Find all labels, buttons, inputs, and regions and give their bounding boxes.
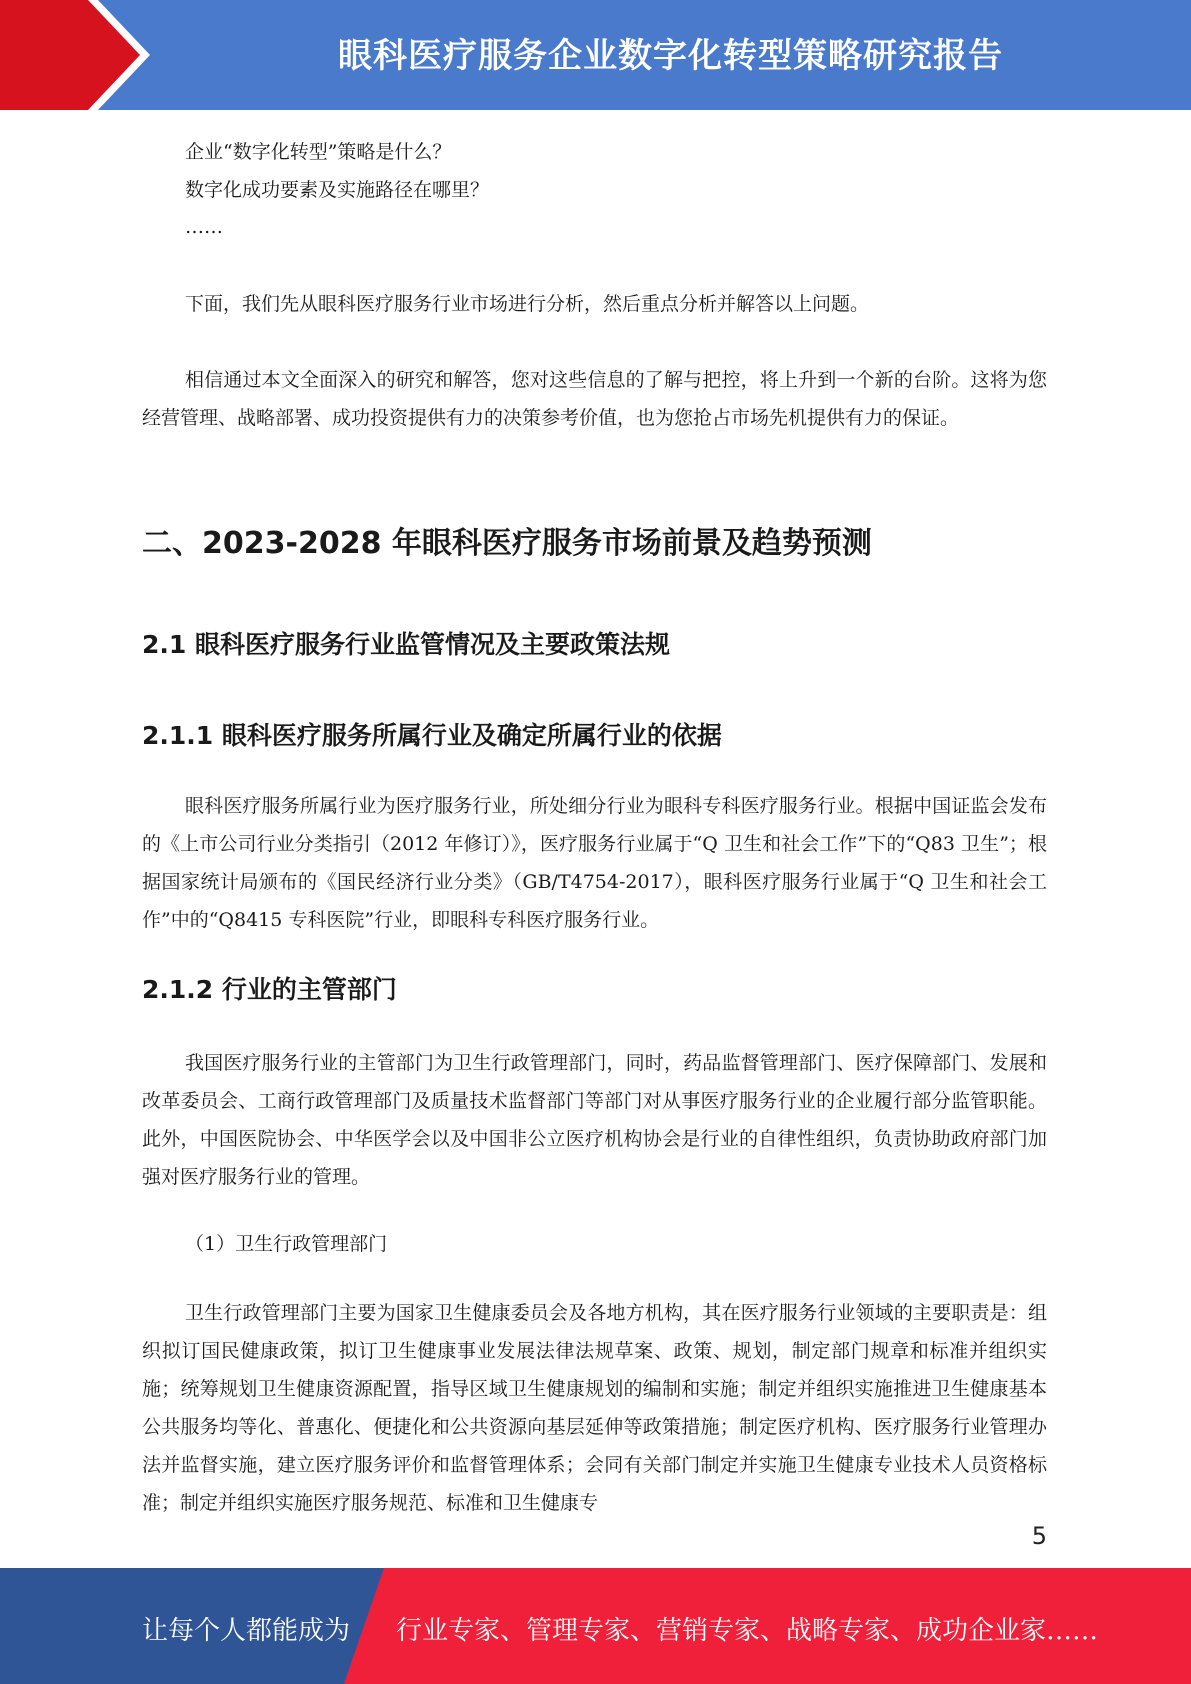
subsection-heading: 2.1.2 行业的主管部门	[142, 975, 397, 1004]
page-footer	[0, 1568, 1191, 1684]
page-header	[0, 0, 1191, 110]
subsection-heading: 2.1.1 眼科医疗服务所属行业及确定所属行业的依据	[142, 721, 722, 750]
report-title: 眼科医疗服务企业数字化转型策略研究报告	[338, 36, 1003, 76]
ellipsis-line: ……	[185, 216, 223, 238]
section-heading: 二、2023-2028 年眼科医疗服务市场前景及趋势预测	[142, 526, 872, 561]
footer-slogan-right: 行业专家、管理专家、营销专家、战略专家、成功企业家……	[396, 1616, 1099, 1646]
intro-paragraph: 下面，我们先从眼科医疗服务行业市场进行分析，然后重点分析并解答以上问题。	[185, 293, 870, 315]
page-number: 5	[1031, 1522, 1047, 1550]
intro-paragraph: 相信通过本文全面深入的研究和解答，您对这些信息的了解与把控，将上升到一个新的台阶。这将为您经营管理、战略部署、成功投资提供有力的决策参考价值，也为您抢占市场先机提供有力的保证。	[142, 369, 1047, 429]
body-paragraph: 眼科医疗服务所属行业为医疗服务行业，所处细分行业为眼科专科医疗服务行业。根据中国证监会发布的《上市公司行业分类指引（2012 年修订）》，医疗服务行业属于“Q 卫生和社会工作”下的“Q83 卫生”；根据国家统计局颁布的《国民经济行业分类》（GB/T4754-2017），眼科医疗服务行业属于“Q 卫生和社会工作”中的“Q8415 专科医院”行业，即眼科专科医疗服务行业。	[142, 795, 1047, 931]
body-paragraph: 我国医疗服务行业的主管部门为卫生行政管理部门，同时，药品监督管理部门、医疗保障部门、发展和改革委员会、工商行政管理部门及质量技术监督部门等部门对从事医疗服务行业的企业履行部分监管职能。此外，中国医院协会、中华医学会以及中国非公立医疗机构协会是行业的自律性组织，负责协助政府部门加强对医疗服务行业的管理。	[142, 1052, 1047, 1188]
body-paragraph: 卫生行政管理部门主要为国家卫生健康委员会及各地方机构，其在医疗服务行业领域的主要职责是：组织拟订国民健康政策，拟订卫生健康事业发展法律法规草案、政策、规划，制定部门规章和标准并组织实施；统筹规划卫生健康资源配置，指导区域卫生健康规划的编制和实施；制定并组织实施推进卫生健康基本公共服务均等化、普惠化、便捷化和公共资源向基层延伸等政策措施；制定医疗机构、医疗服务行业管理办法并监督实施，建立医疗服务评价和监督管理体系；会同有关部门制定并实施卫生健康专业技术人员资格标准；制定并组织实施医疗服务规范、标准和卫生健康专	[142, 1302, 1047, 1514]
subsection-heading: 2.1 眼科医疗服务行业监管情况及主要政策法规	[142, 630, 670, 659]
footer-slogan-left: 让每个人都能成为	[142, 1616, 351, 1646]
list-item-label: （1）卫生行政管理部门	[185, 1233, 388, 1255]
question-line: 数字化成功要素及实施路径在哪里？	[185, 179, 490, 201]
question-line: 企业“数字化转型”策略是什么？	[185, 141, 452, 163]
